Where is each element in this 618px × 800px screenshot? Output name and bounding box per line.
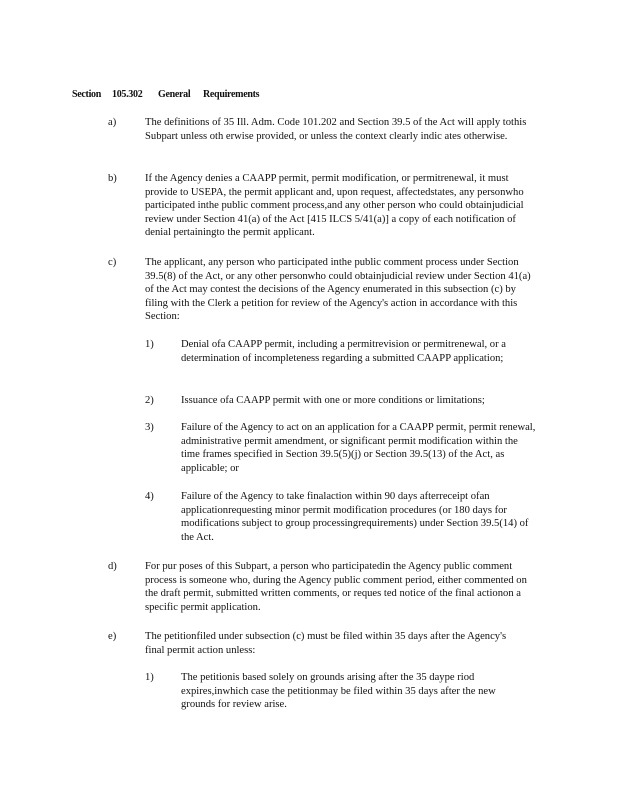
section-number: 105.302 [112,89,143,100]
paragraph-c-text: The applicant, any person who participated inthe public comment process under Section 39.5(8) of the Act, or any other personwho could obtainjudicial review under Section 41(a) of the Act may contest the decisions of the Agency enumerated in this subsection (c) by filing with the Clerk a petition for review of the Agency's action in accordance with this Section: [145,257,534,322]
paragraph-a-label: a) [108,117,117,128]
list-item-text: Issuance ofa CAAPP permit with one or more conditions or limitations; [181,395,485,406]
list-item-text: Failure of the Agency to take finalaction within 90 days afterreceipt ofan applicationrequesting minor permit modification procedures (or 180 days for modifications subject to group processingrequirements) under Section 39.5(14) of the Act. [181,491,532,543]
paragraph-d-label: d) [108,561,117,572]
section-heading [72,89,259,100]
paragraph-b-label: b) [108,173,117,184]
section-title-word-1: General [158,89,191,100]
list-item-text: Denial ofa CAAPP permit, including a permitrevision or permitrenewal, or a determination of incompleteness regarding a submitted CAAPP application; [181,339,509,364]
paragraph-a-text: The definitions of 35 Ill. Adm. Code 101.202 and Section 39.5 of the Act will apply tothis Subpart unless oth erwise provided, or unless the context clearly indic ates otherwise. [145,117,529,142]
paragraph-c-label: c) [108,257,117,268]
section-title-word-2: Requirements [203,89,260,100]
list-item-label: 4) [145,491,154,502]
paragraph-b-text: If the Agency denies a CAAPP permit, permit modification, or permitrenewal, it must provide to USEPA, the permit applicant and, upon request, affectedstates, any personwho participated inthe public comment process,and any other person who could obtainjudicial review under Section 41(a) of the Act [415 ILCS 5/41(a)] a copy of each notification of denial pertainingto the permit applicant. [145,173,527,238]
list-item-label: 2) [145,395,154,406]
list-item-label: 3) [145,422,154,433]
section-word: Section [72,89,102,100]
paragraph-d-text: For pur poses of this Subpart, a person who participatedin the Agency public comment process is someone who, during the Agency public comment period, either commented on the draft permit, submitted written comments, or reques ted notice of the final actionon a specific permit application. [145,561,530,613]
paragraph-e-label: e) [108,631,117,642]
list-item-label: 1) [145,339,154,350]
list-item-label: 1) [145,672,154,683]
list-item-text: Failure of the Agency to act on an application for a CAAPP permit, permit renewal, administrative permit amendment, or significant permit modification within the time frames specified in Section 39.5(5)(j) or Section 39.5(13) of the Act, as applicable; or [181,422,539,474]
paragraph-e-text: The petitionfiled under subsection (c) must be filed within 35 days after the Agency's final permit action unless: [145,631,509,656]
list-item-text: The petitionis based solely on grounds arising after the 35 daype riod expires,inwhich case the petitionmay be filed within 35 days after the new grounds for review arise. [181,672,499,710]
